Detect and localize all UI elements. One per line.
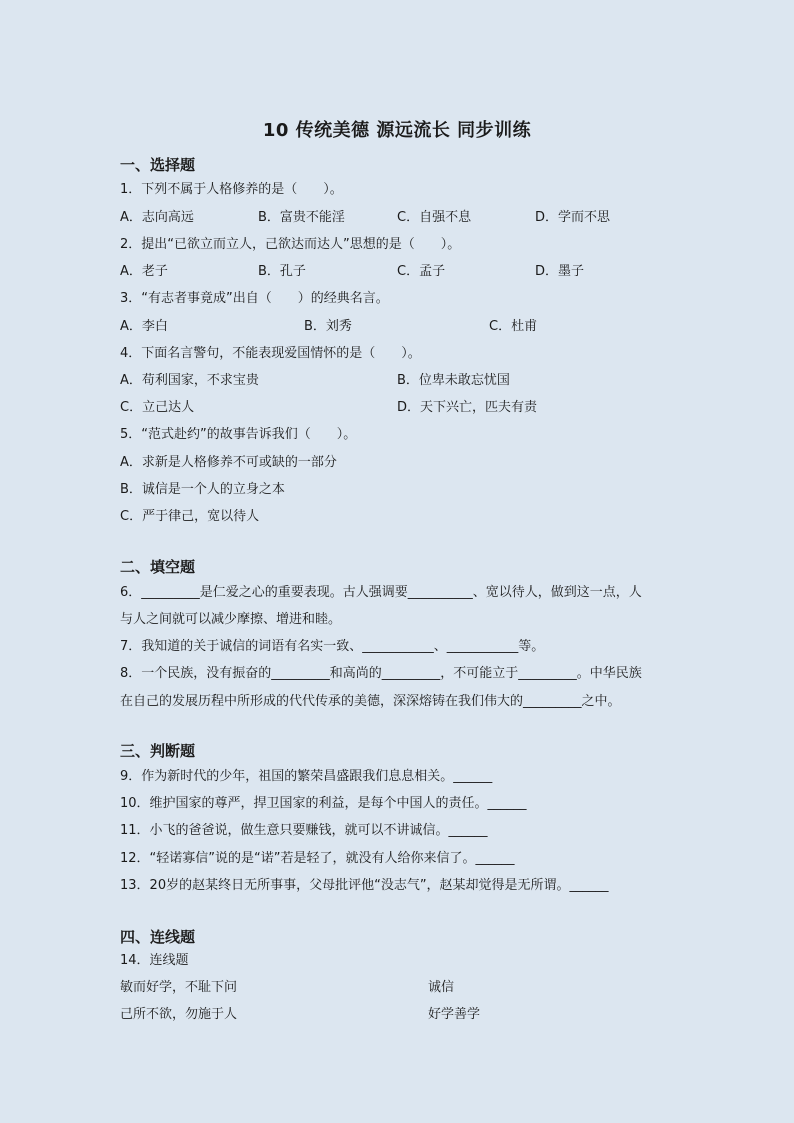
question-6-line-2: 与人之间就可以减少摩擦、增进和睦。	[120, 612, 342, 627]
question-10: 10．维护国家的尊严，捍卫国家的利益，是每个中国人的责任。______	[120, 796, 527, 811]
question-3: 3．“有志者事竟成”出自（ ）的经典名言。	[120, 291, 389, 306]
q1-option-c: C．自强不息	[397, 210, 472, 225]
section-heading-judge: 三、判断题	[120, 742, 196, 760]
question-8-line-2: 在自己的发展历程中所形成的代代传承的美德，深深熔铸在我们伟大的_________之中。	[120, 694, 621, 709]
section-heading-choice: 一、选择题	[120, 156, 196, 174]
match-right-item: 好学善学	[428, 1007, 481, 1022]
q1-option-d: D．学而不思	[535, 210, 611, 225]
question-7: 7．我知道的关于诚信的词语有名实一致、___________、___________等。	[120, 639, 545, 654]
q5-option-a: A．求新是人格修养不可或缺的一部分	[120, 455, 337, 470]
q5-option-c: C．严于律己，宽以待人	[120, 509, 260, 524]
match-right-item: 诚信	[428, 980, 455, 995]
q3-option-a: A．李白	[120, 319, 168, 334]
section-heading-match: 四、连线题	[120, 928, 196, 946]
q4-option-b: B．位卑未敢忘忧国	[397, 373, 510, 388]
q2-option-a: A．老子	[120, 264, 168, 279]
q5-option-b: B．诚信是一个人的立身之本	[120, 482, 285, 497]
match-left-item: 敏而好学，不耻下问	[120, 980, 238, 995]
question-12: 12．“轻诺寡信”说的是“诺”若是轻了，就没有人给你来信了。______	[120, 851, 515, 866]
question-2: 2．提出“已欲立而立人，己欲达而达人”思想的是（ ）。	[120, 237, 461, 252]
q3-option-b: B．刘秀	[304, 319, 352, 334]
question-1: 1．下列不属于人格修养的是（ ）。	[120, 182, 343, 197]
question-14: 14．连线题	[120, 953, 189, 968]
q2-option-b: B．孔子	[258, 264, 306, 279]
q4-option-a: A．苟利国家，不求宝贵	[120, 373, 259, 388]
question-4: 4．下面名言警句，不能表现爱国情怀的是（ ）。	[120, 346, 421, 361]
q4-option-d: D．天下兴亡，匹夫有责	[397, 400, 538, 415]
q1-option-b: B．富贵不能淫	[258, 210, 345, 225]
question-11: 11．小飞的爸爸说，做生意只要赚钱，就可以不讲诚信。______	[120, 823, 488, 838]
question-8-line-1: 8．一个民族，没有振奋的_________和高尚的_________，不可能立于_________。中华民族	[120, 666, 642, 681]
q1-option-a: A．志向高远	[120, 210, 194, 225]
q4-option-c: C．立己达人	[120, 400, 195, 415]
q2-option-c: C．孟子	[397, 264, 446, 279]
match-left-item: 己所不欲，勿施于人	[120, 1007, 238, 1022]
question-6-line-1: 6．_________是仁爱之心的重要表现。古人强调要__________、宽以待人，做到这一点，人	[120, 585, 642, 600]
question-5: 5．“范式赴约”的故事告诉我们（ ）。	[120, 427, 357, 442]
page-title: 10 传统美德 源远流长 同步训练	[262, 120, 532, 141]
question-9: 9．作为新时代的少年，祖国的繁荣昌盛跟我们息息相关。______	[120, 769, 493, 784]
q3-option-c: C．杜甫	[489, 319, 538, 334]
question-13: 13．20岁的赵某终日无所事事，父母批评他“没志气”，赵某却觉得是无所谓。______	[120, 878, 609, 893]
q2-option-d: D．墨子	[535, 264, 585, 279]
section-heading-fill: 二、填空题	[120, 558, 196, 576]
